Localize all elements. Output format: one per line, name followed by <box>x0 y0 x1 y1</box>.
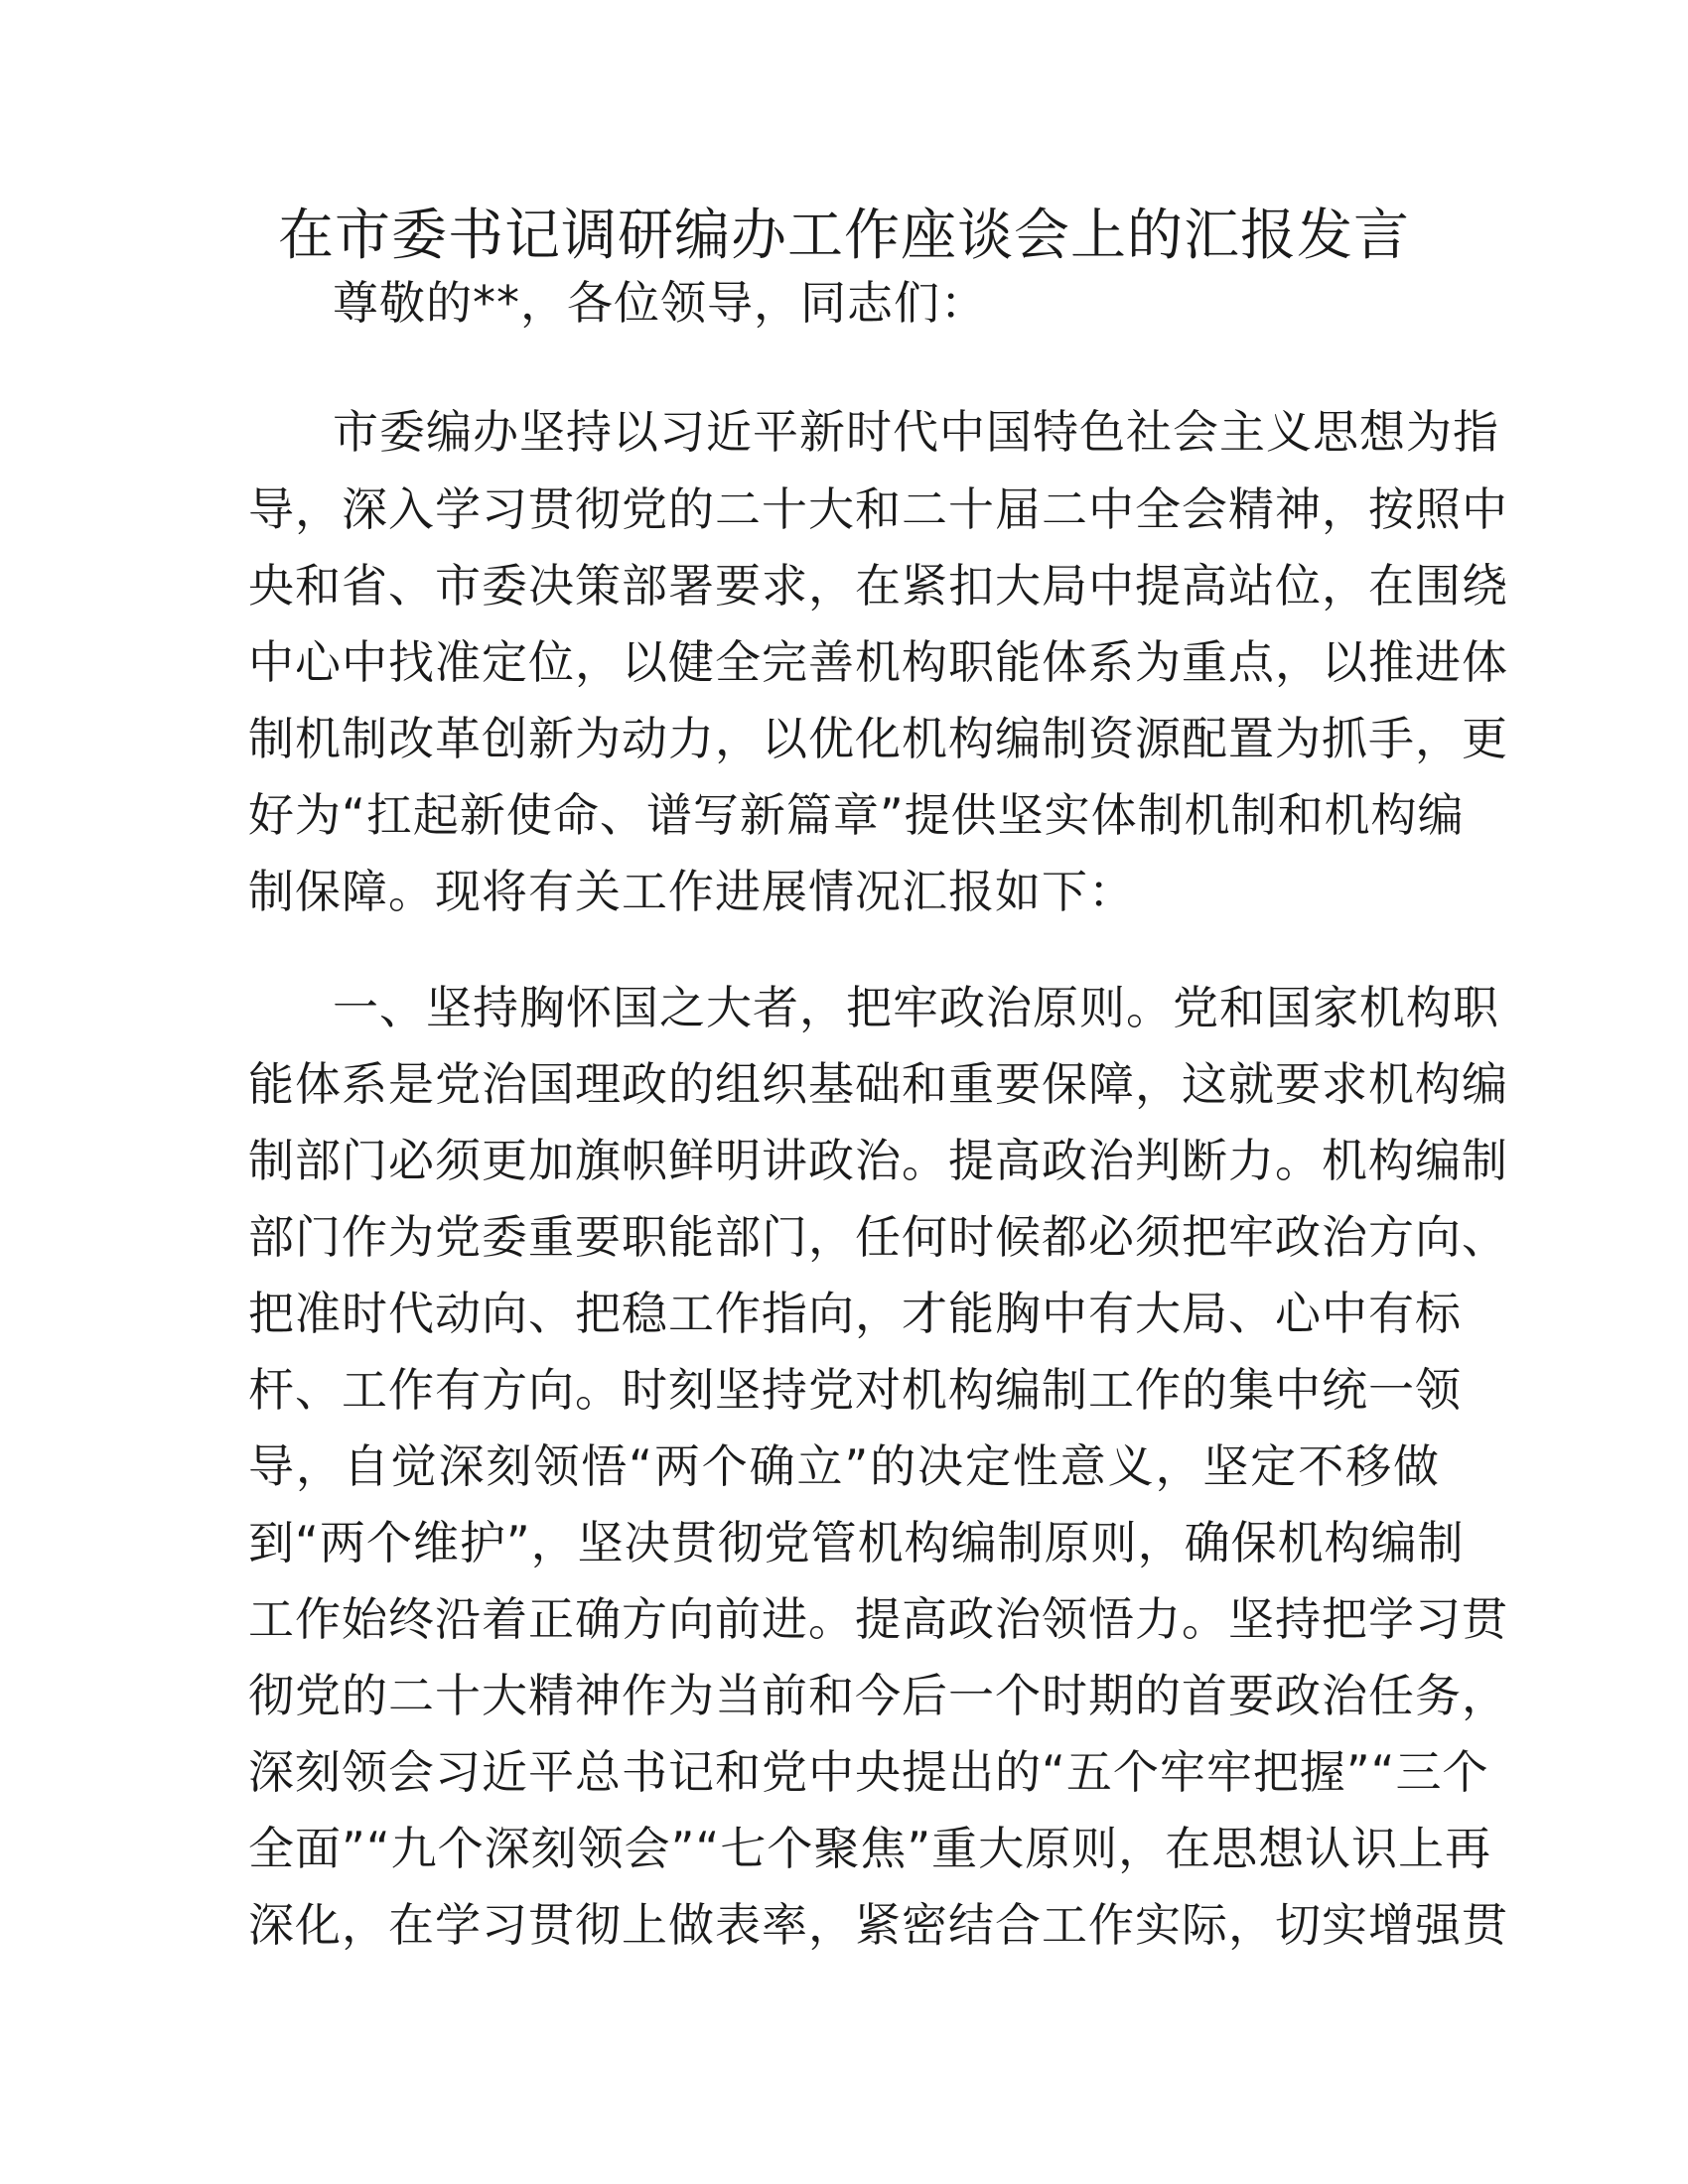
paragraph-line: 彻党的二十大精神作为当前和今后一个时期的首要政治任务， <box>248 1669 1508 1722</box>
paragraph-line: 一、坚持胸怀国之大者，把牢政治原则。党和国家机构职 <box>333 981 1499 1034</box>
paragraph-line: 市委编办坚持以习近平新时代中国特色社会主义思想为指 <box>333 405 1499 459</box>
salutation: 尊敬的**，各位领导，同志们： <box>333 276 987 330</box>
paragraph-line: 制部门必须更加旗帜鲜明讲政治。提高政治判断力。机构编制 <box>248 1134 1508 1187</box>
paragraph-line: 导，自觉深刻领悟“两个确立”的决定性意义，坚定不移做 <box>248 1439 1440 1493</box>
paragraph-line: 深化，在学习贯彻上做表率，紧密结合工作实际，切实增强贯 <box>248 1898 1508 1952</box>
paragraph-line: 制保障。现将有关工作进展情况汇报如下： <box>248 865 1135 918</box>
paragraph-line: 好为“扛起新使命、谱写新篇章”提供坚实体制机制和机构编 <box>248 788 1465 842</box>
paragraph-line: 到“两个维护”，坚决贯彻党管机构编制原则，确保机构编制 <box>248 1516 1465 1570</box>
paragraph-line: 深刻领会习近平总书记和党中央提出的“五个牢牢把握”“三个 <box>248 1745 1489 1799</box>
paragraph-line: 能体系是党治国理政的组织基础和重要保障，这就要求机构编 <box>248 1057 1508 1111</box>
paragraph-line: 导，深入学习贯彻党的二十大和二十届二中全会精神，按照中 <box>248 482 1508 536</box>
paragraph-line: 中心中找准定位，以健全完善机构职能体系为重点，以推进体 <box>248 635 1508 689</box>
paragraph-line: 制机制改革创新为动力，以优化机构编制资源配置为抓手，更 <box>248 712 1508 765</box>
paragraph-line: 部门作为党委重要职能部门，任何时候都必须把牢政治方向、 <box>248 1210 1508 1264</box>
document-title: 在市委书记调研编办工作座谈会上的汇报发言 <box>278 204 1410 268</box>
paragraph-line: 工作始终沿着正确方向前进。提高政治领悟力。坚持把学习贯 <box>248 1592 1508 1646</box>
paragraph-line: 把准时代动向、把稳工作指向，才能胸中有大局、心中有标 <box>248 1287 1462 1340</box>
paragraph-line: 央和省、市委决策部署要求，在紧扣大局中提高站位，在围绕 <box>248 559 1508 613</box>
paragraph-line: 全面”“九个深刻领会”“七个聚焦”重大原则，在思想认识上再 <box>248 1822 1492 1875</box>
paragraph-line: 杆、工作有方向。时刻坚持党对机构编制工作的集中统一领 <box>248 1363 1462 1417</box>
